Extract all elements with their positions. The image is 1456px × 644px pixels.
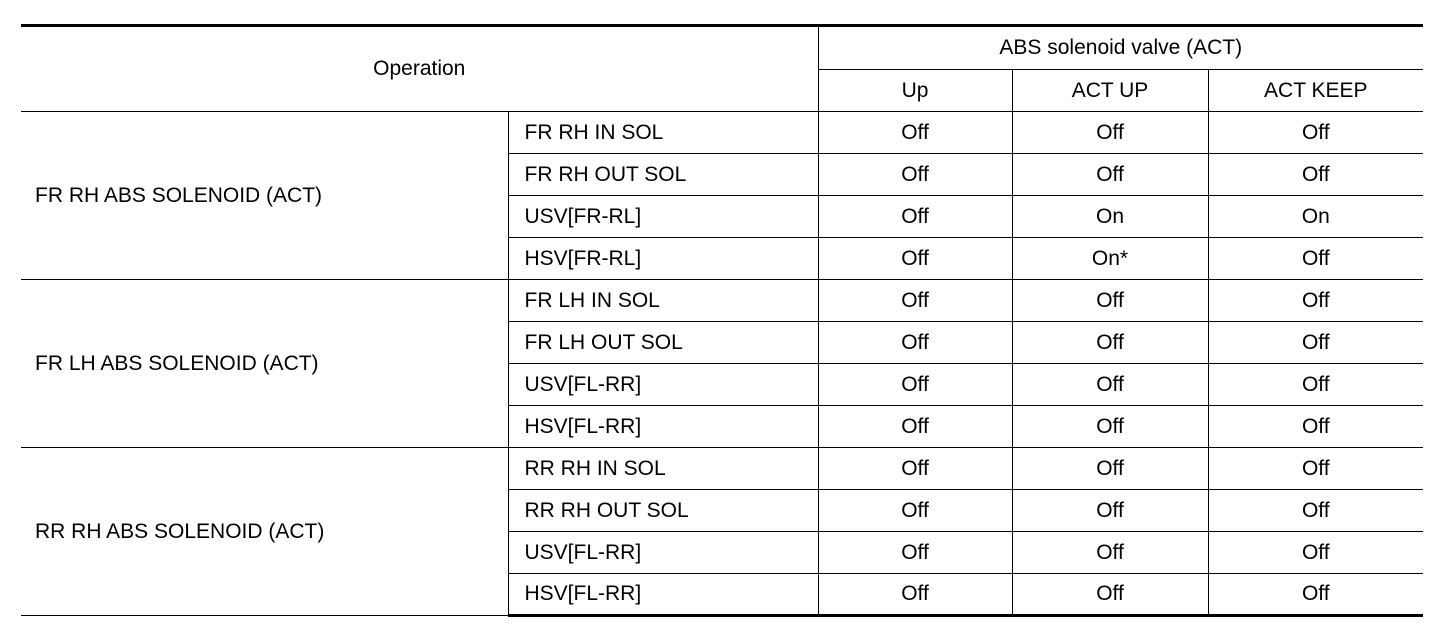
table-row [21, 112, 1423, 154]
value-act-up: On [1012, 196, 1208, 238]
value-act-up: Off [1012, 322, 1208, 364]
value-act-keep: Off [1208, 154, 1423, 196]
item-name: USV[FL-RR] [508, 532, 818, 574]
item-name: HSV[FL-RR] [508, 574, 818, 616]
value-act-keep: Off [1208, 406, 1423, 448]
group-name: FR LH ABS SOLENOID (ACT) [21, 280, 508, 448]
value-act-keep: Off [1208, 322, 1423, 364]
value-up: Off [818, 112, 1012, 154]
value-act-up: Off [1012, 448, 1208, 490]
value-act-up: Off [1012, 406, 1208, 448]
header-col-act-keep: ACT KEEP [1208, 70, 1423, 112]
group-name: FR RH ABS SOLENOID (ACT) [21, 112, 508, 280]
value-act-keep: Off [1208, 490, 1423, 532]
item-name: RR RH OUT SOL [508, 490, 818, 532]
header-operation: Operation [21, 26, 818, 112]
item-name: HSV[FR-RL] [508, 238, 818, 280]
header-abs-solenoid-valve: ABS solenoid valve (ACT) [818, 26, 1423, 70]
value-act-keep: On [1208, 196, 1423, 238]
item-name: FR LH IN SOL [508, 280, 818, 322]
value-act-up: Off [1012, 112, 1208, 154]
table-header [21, 26, 1423, 112]
value-up: Off [818, 280, 1012, 322]
value-up: Off [818, 490, 1012, 532]
value-act-up: Off [1012, 532, 1208, 574]
value-act-keep: Off [1208, 574, 1423, 616]
value-act-up: Off [1012, 574, 1208, 616]
value-up: Off [818, 238, 1012, 280]
value-act-up: Off [1012, 280, 1208, 322]
item-name: HSV[FL-RR] [508, 406, 818, 448]
value-act-up: Off [1012, 154, 1208, 196]
header-col-act-up: ACT UP [1012, 70, 1208, 112]
value-act-keep: Off [1208, 238, 1423, 280]
table-row [21, 448, 1423, 490]
value-up: Off [818, 322, 1012, 364]
item-name: FR RH IN SOL [508, 112, 818, 154]
item-name: USV[FR-RL] [508, 196, 818, 238]
value-up: Off [818, 532, 1012, 574]
value-act-keep: Off [1208, 280, 1423, 322]
abs-solenoid-table [21, 24, 1423, 617]
value-act-keep: Off [1208, 532, 1423, 574]
item-name: FR RH OUT SOL [508, 154, 818, 196]
value-up: Off [818, 154, 1012, 196]
value-up: Off [818, 406, 1012, 448]
value-act-up: Off [1012, 490, 1208, 532]
value-up: Off [818, 574, 1012, 616]
value-act-keep: Off [1208, 364, 1423, 406]
table-body [21, 112, 1423, 616]
value-act-up: Off [1012, 364, 1208, 406]
item-name: USV[FL-RR] [508, 364, 818, 406]
value-act-keep: Off [1208, 112, 1423, 154]
group-name: RR RH ABS SOLENOID (ACT) [21, 448, 508, 616]
item-name: FR LH OUT SOL [508, 322, 818, 364]
value-act-keep: Off [1208, 448, 1423, 490]
table-row [21, 280, 1423, 322]
value-up: Off [818, 196, 1012, 238]
value-act-up: On* [1012, 238, 1208, 280]
value-up: Off [818, 364, 1012, 406]
header-col-up: Up [818, 70, 1012, 112]
value-up: Off [818, 448, 1012, 490]
item-name: RR RH IN SOL [508, 448, 818, 490]
